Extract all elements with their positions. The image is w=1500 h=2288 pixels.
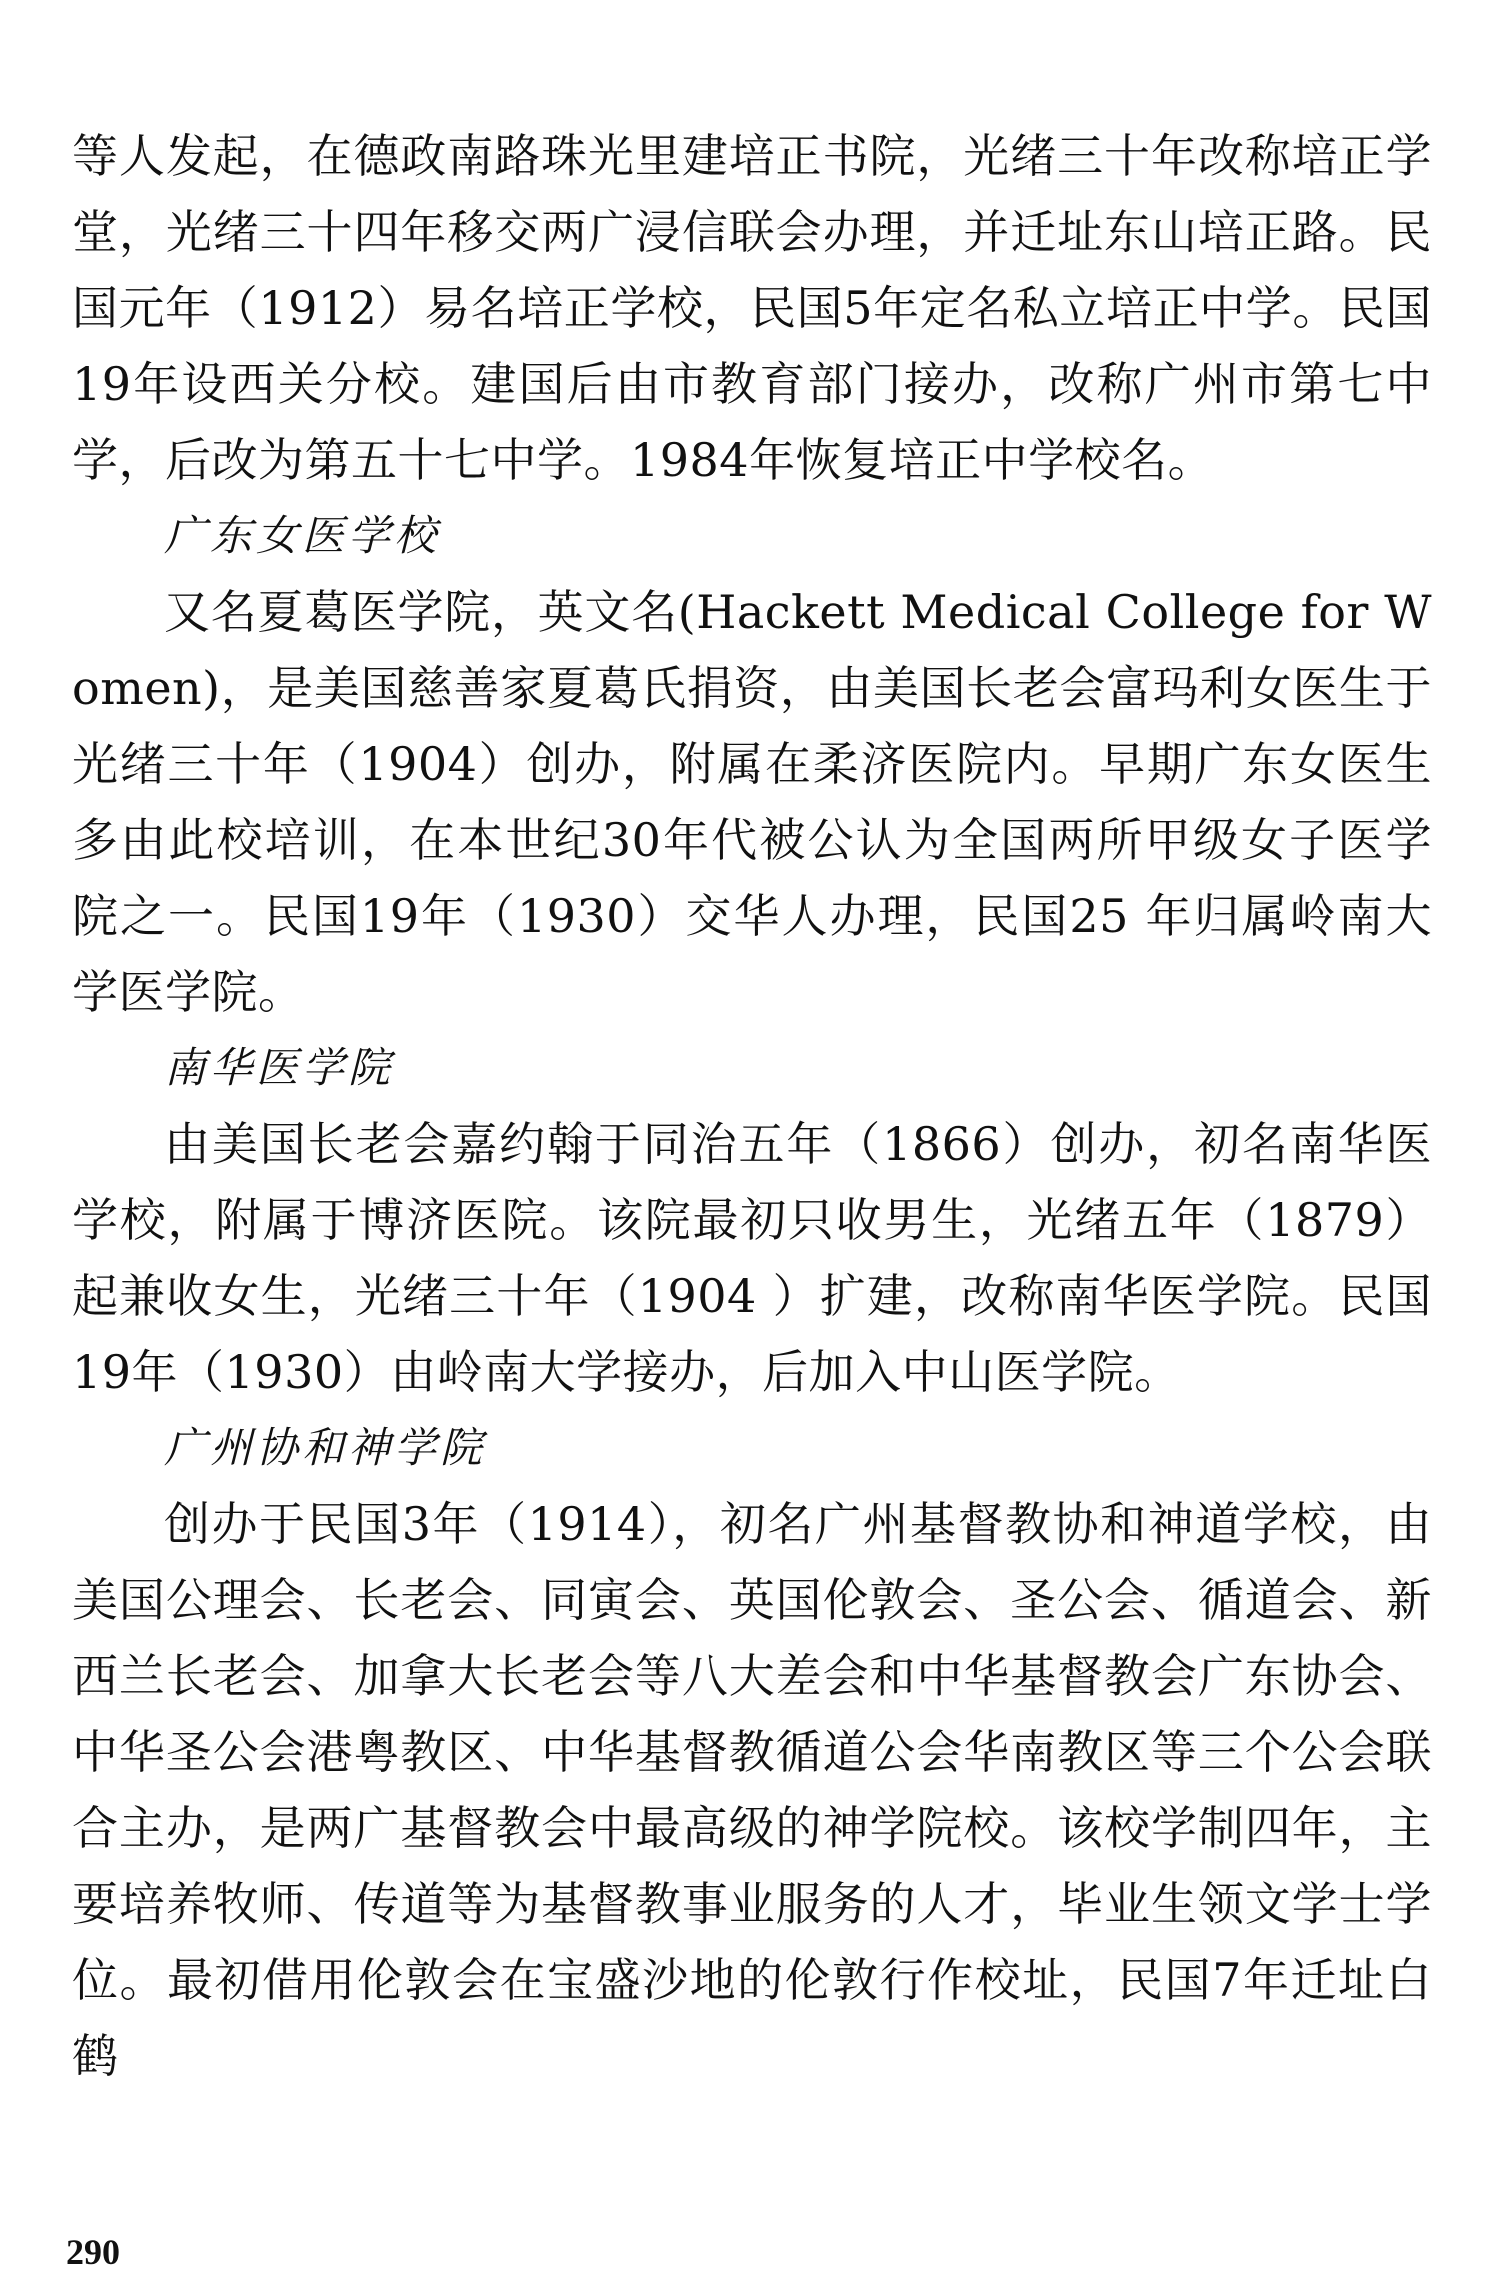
section-heading-nanhua-medical-college: 南华医学院: [164, 1043, 395, 1092]
section-heading-guangdong-womens-medical-school: 广东女医学校: [164, 511, 441, 560]
section-body-guangdong-womens-medical-school: 又名夏葛医学院，英文名(Hackett Medical College for Women)，是美国慈善家夏葛氏捐资，由美国长老会富玛利女医生于光绪三十年（1904）创办，附属在柔济医院内。早期广东女医生多由此校培训，在本世纪30年代被公认为全国两所甲级女子医学院之一。民国19年（1930）交华人办理，民国25 年归属岭南大学医学院。: [72, 585, 1432, 1019]
section-heading-guangzhou-union-theological-college: 广州协和神学院: [164, 1423, 487, 1472]
page-number: 290: [66, 2232, 120, 2272]
section-body-nanhua-medical-college: 由美国长老会嘉约翰于同治五年（1866）创办，初名南华医学校，附属于博济医院。该院最初只收男生，光绪五年（1879）起兼收女生，光绪三十年（1904 ）扩建，改称南华医学院。民国19年（1930）由岭南大学接办，后加入中山医学院。: [72, 1117, 1432, 1399]
intro-paragraph: 等人发起，在德政南路珠光里建培正书院，光绪三十年改称培正学堂，光绪三十四年移交两广浸信联会办理，并迁址东山培正路。民国元年（1912）易名培正学校，民国5年定名私立培正中学。民国19年设西关分校。建国后由市教育部门接办，改称广州市第七中学，后改为第五十七中学。1984年恢复培正中学校名。: [72, 129, 1432, 487]
main-text: [72, 118, 1432, 2094]
section-body-guangzhou-union-theological-college: 创办于民国3年（1914），初名广州基督教协和神道学校，由美国公理会、长老会、同寅会、英国伦敦会、圣公会、循道会、新西兰长老会、加拿大长老会等八大差会和中华基督教会广东协会、中华圣公会港粤教区、中华基督教循道公会华南教区等三个公会联合主办，是两广基督教会中最高级的神学院校。该校学制四年，主要培养牧师、传道等为基督教事业服务的人才，毕业生领文学士学位。最初借用伦敦会在宝盛沙地的伦敦行作校址，民国7年迁址白鹤: [72, 1497, 1432, 2083]
